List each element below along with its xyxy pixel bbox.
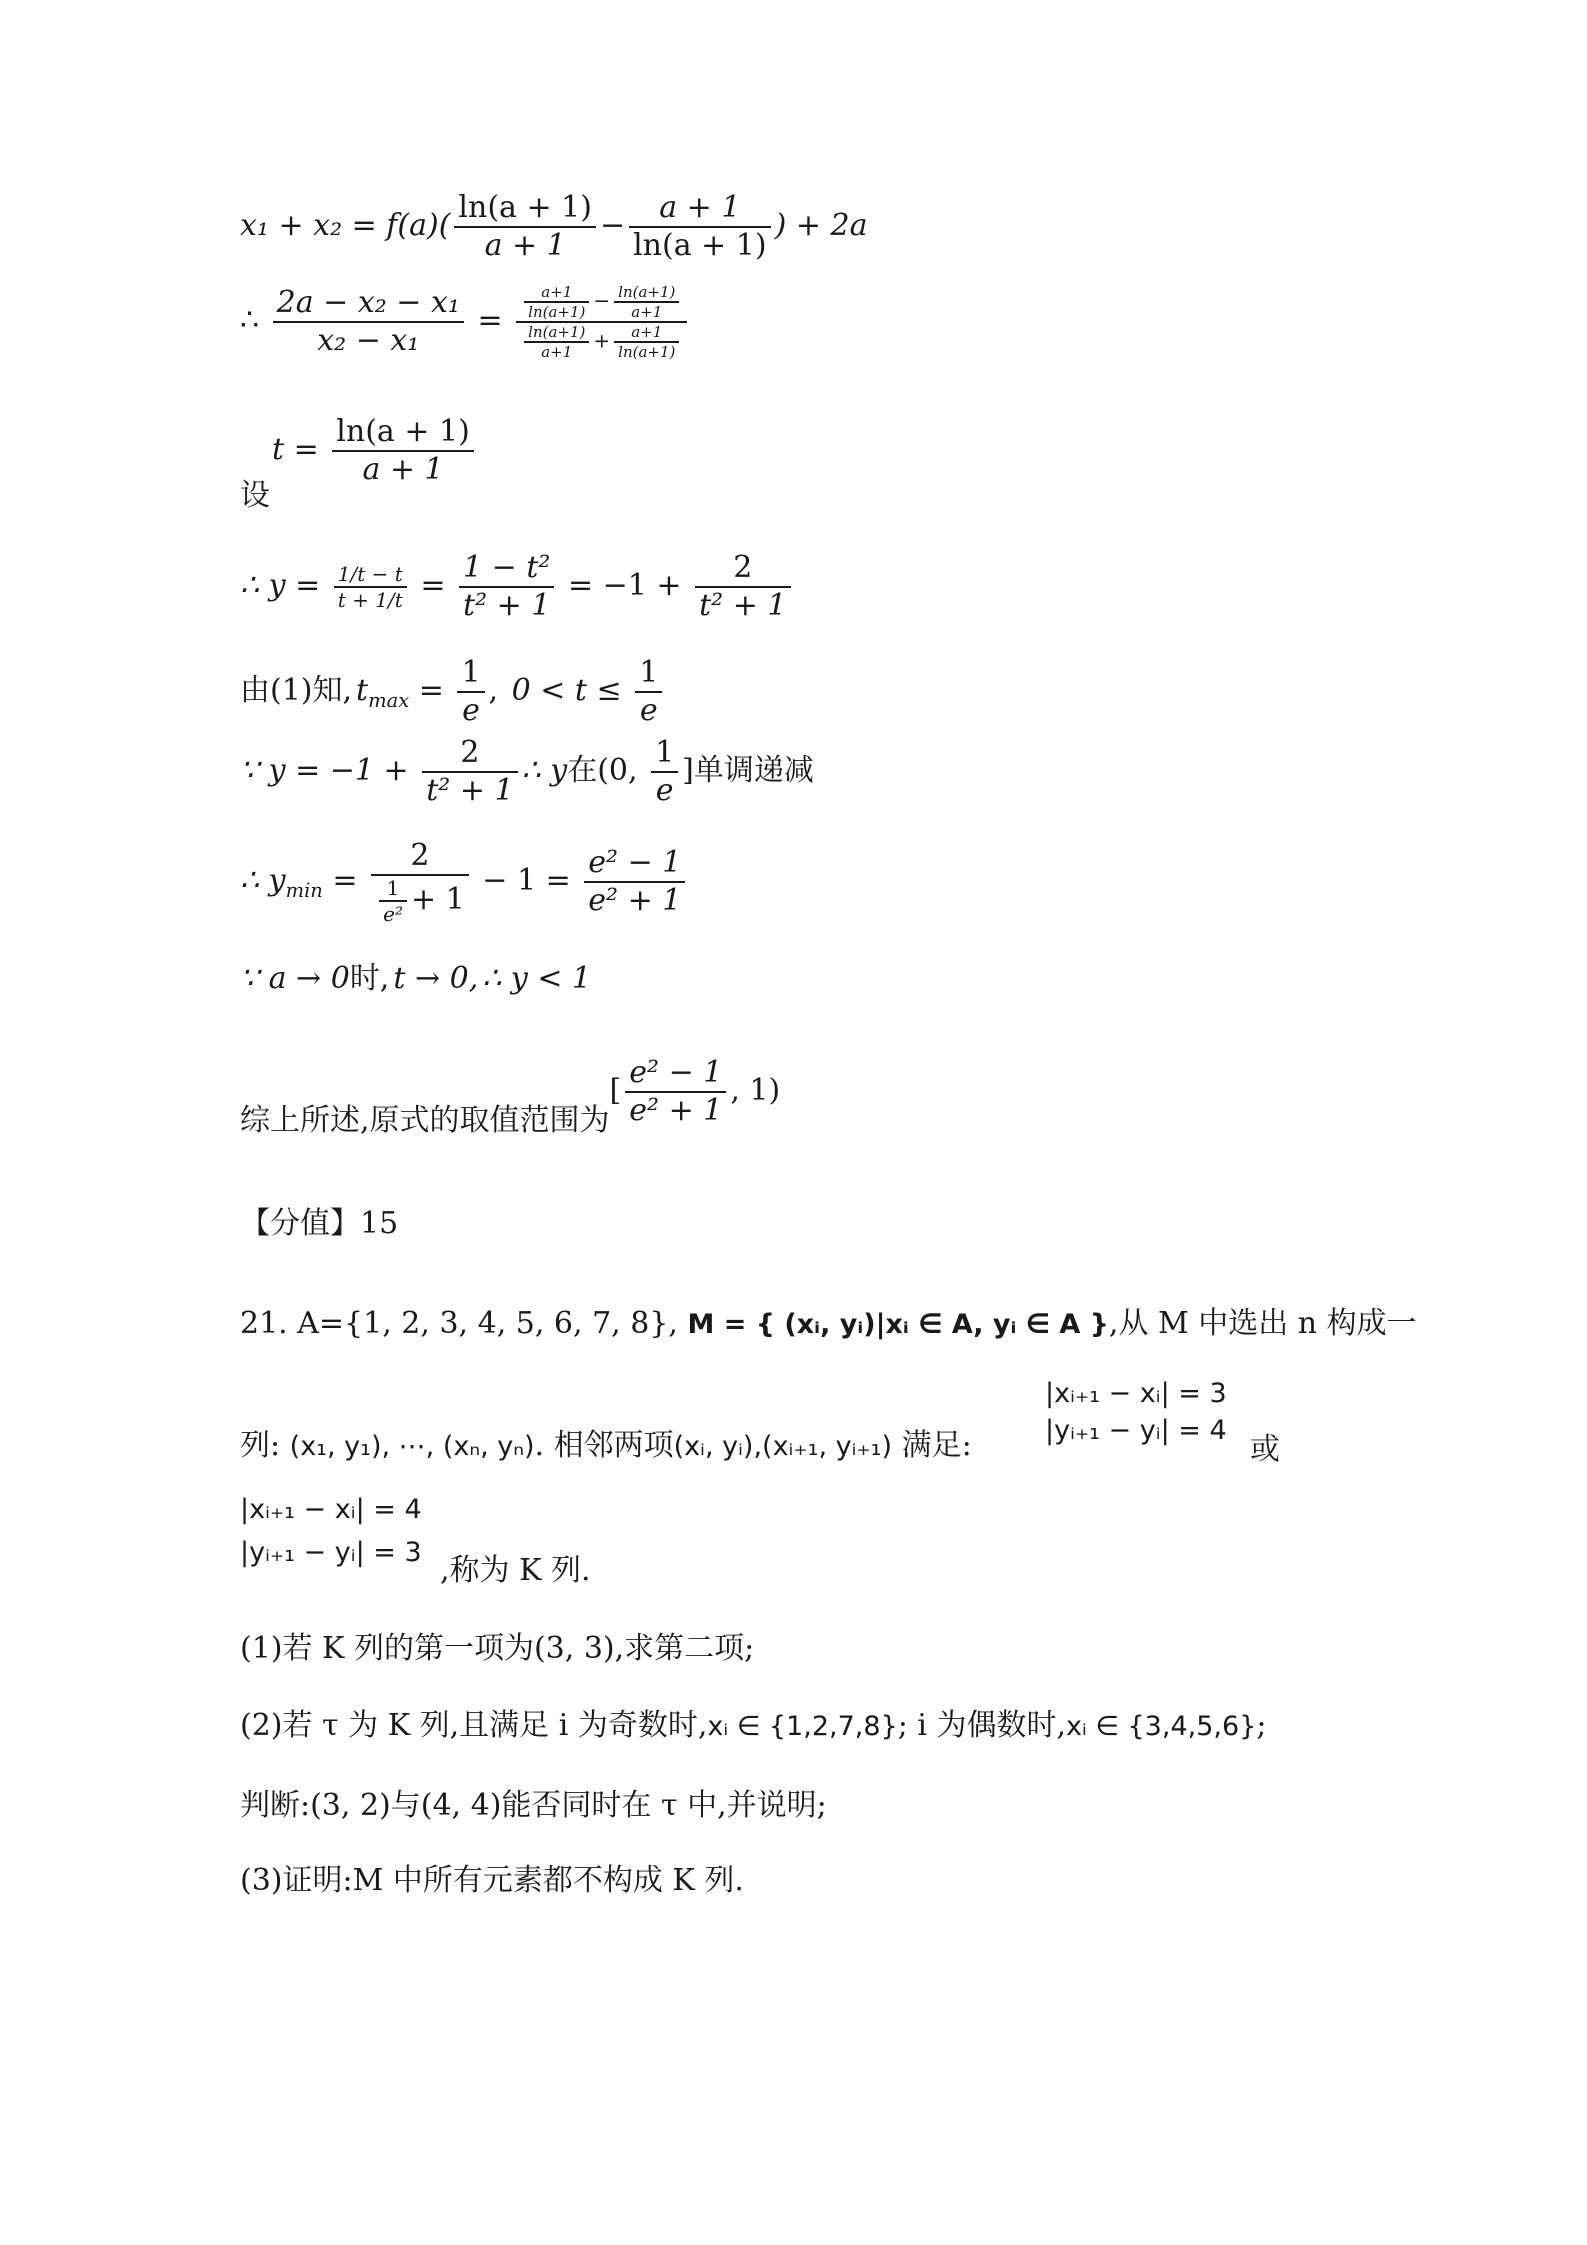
eq2-lhs-frac: $\frac{\text{2a − x₂ − x₁}}{\text{x₂ − x₁}}$ bbox=[273, 285, 464, 359]
equation-sum: x₁ + x₂ = f(a)( $\frac{\ln(a + 1)}{a + 1}$ − $\frac{a + 1}{\ln(a + 1)}$ ) + 2a bbox=[240, 190, 868, 263]
equation-y: ∴ y = $\frac{1/t - t}{t + 1/t}$ = $\frac{\text{1 − t²}}{\text{t² + 1}}$ = −1 + $\frac{2}{\text{t² + 1}}$ bbox=[240, 550, 795, 624]
score-label: 【分值】15 bbox=[240, 1206, 399, 1241]
or-label: 或 bbox=[1250, 1432, 1280, 1467]
limit-line: ∵ a → 0时, t → 0, ∴ y < 1 bbox=[240, 961, 592, 996]
equation-set-t: t = $\frac{\ln(a + 1)}{a + 1}$ bbox=[272, 414, 478, 488]
equation-ymin: ∴ $y_{min}$ = 2 $\frac{1}{\text{e²}}$ + 1 − 1 = $\frac{\text{e² − 1}}{\text{e² + 1}}$ bbox=[240, 838, 689, 926]
summary-line: 综上所述,原式的取值范围为[ $\frac{\text{e² − 1}}{\text{e² + 1}}$ , 1) bbox=[240, 1055, 781, 1138]
condition-a2: |yᵢ₊₁ − yᵢ| = 4 bbox=[1045, 1415, 1227, 1446]
equation-ratio: ∴ $\frac{\text{2a − x₂ − x₁}}{\text{x₂ − x₁}}$ = $\frac{a+1}{\ln(a+1)}$ − $\frac{\ln(a+1)}{a+1}$ $\frac{\ln(a+1)}{a+1}$ + $\frac{a+1}{\ln(a+1)}$ bbox=[240, 283, 691, 361]
problem21-line1: 21. A={1, 2, 3, 4, 5, 6, 7, 8}, M = { (xᵢ, yᵢ)|xᵢ ∈ A, yᵢ ∈ A },从 M 中选出 n 构成一 bbox=[240, 1306, 1417, 1341]
question-2: (2)若 τ 为 K 列,且满足 i 为奇数时,xᵢ ∈ {1,2,7,8}; i 为偶数时,xᵢ ∈ {3,4,5,6}; bbox=[240, 1708, 1267, 1743]
eq1-frac1: $\frac{\ln(a + 1)}{a + 1}$ bbox=[454, 190, 596, 264]
condition-a1: |xᵢ₊₁ − xᵢ| = 3 bbox=[1045, 1378, 1227, 1409]
eq1-lhs: x₁ + x₂ = f(a)( bbox=[240, 208, 451, 243]
condition-b1: |xᵢ₊₁ − xᵢ| = 4 bbox=[240, 1494, 422, 1525]
condition-b2: |yᵢ₊₁ − yᵢ| = 3 bbox=[240, 1537, 422, 1568]
known-line: 由(1)知, $t_{max}$ = $\frac{1}{e}$ , 0 < t ≤ $\frac{1}{e}$ bbox=[240, 655, 666, 729]
k-sequence-def: ,称为 K 列. bbox=[440, 1553, 591, 1588]
eq1-frac2: $\frac{a + 1}{\ln(a + 1)}$ bbox=[629, 190, 771, 264]
question-1: (1)若 K 列的第一项为(3, 3),求第二项; bbox=[240, 1631, 755, 1666]
monotonic-line: ∵ y = −1 + $\frac{2}{\text{t² + 1}}$ ∴ y在(0, $\frac{1}{e}$ ]单调递减 bbox=[240, 735, 814, 808]
problem21-line2: 列: (x₁, y₁), ⋯, (xₙ, yₙ). 相邻两项(xᵢ, yᵢ),(xᵢ₊₁, yᵢ₊₁) 满足: bbox=[240, 1428, 972, 1463]
set-label: 设 bbox=[240, 478, 270, 513]
eq2-rhs-frac: $\frac{a+1}{\ln(a+1)}$ − $\frac{\ln(a+1)}{a+1}$ $\frac{\ln(a+1)}{a+1}$ + $\frac{a+1}{\ln(a+1)}$ bbox=[516, 283, 687, 361]
question-3: (3)证明:M 中所有元素都不构成 K 列. bbox=[240, 1863, 744, 1898]
eq1-tail: ) + 2a bbox=[774, 208, 868, 243]
question-2-judge: 判断:(3, 2)与(4, 4)能否同时在 τ 中,并说明; bbox=[240, 1788, 827, 1823]
